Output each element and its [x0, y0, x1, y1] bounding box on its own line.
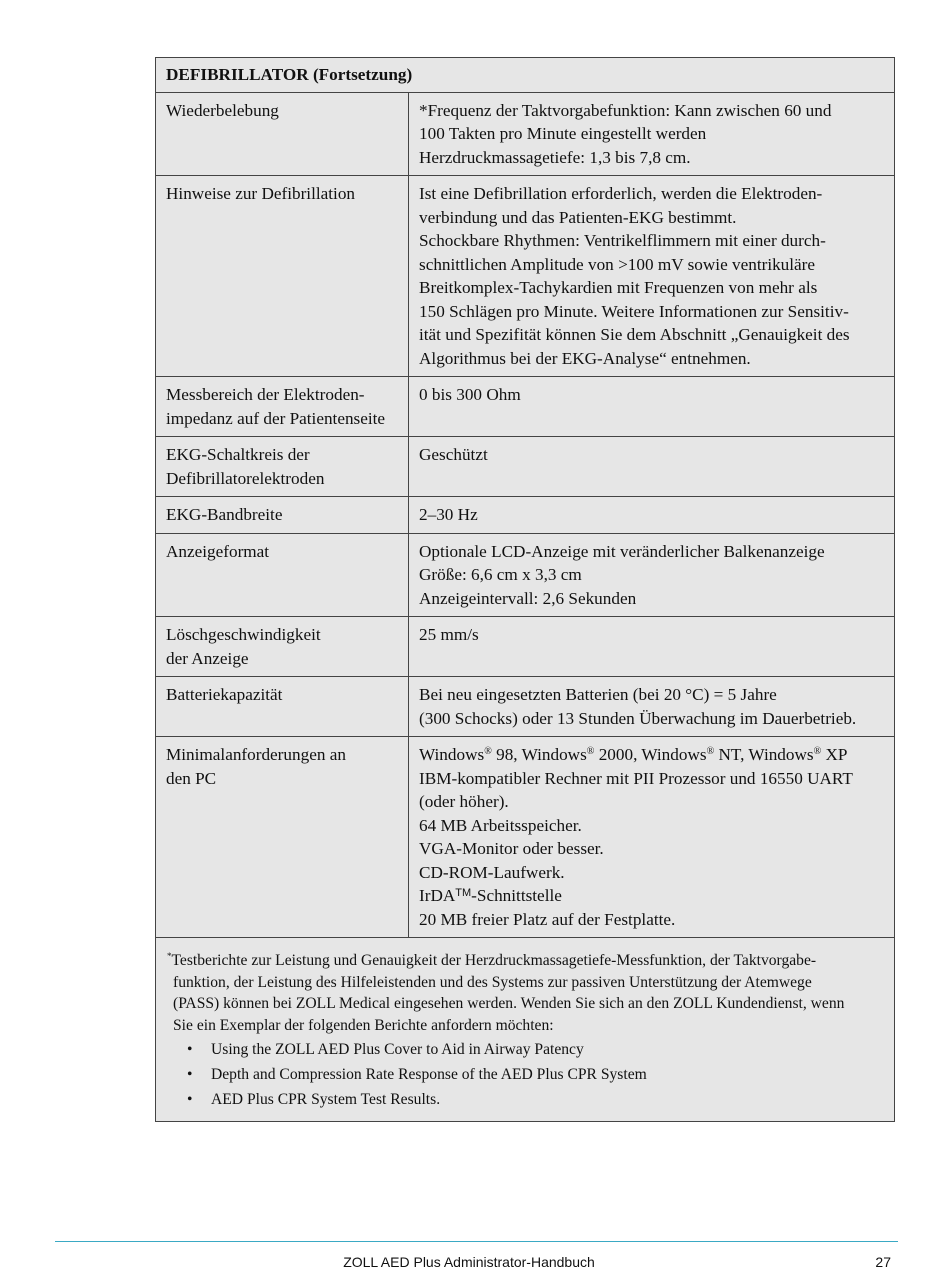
- value-line: Herzdruckmassagetiefe: 1,3 bis 7,8 cm.: [419, 147, 691, 167]
- footnote-cell: [156, 938, 895, 1122]
- footnote-line: (PASS) können bei ZOLL Medical eingesehen werden. Wenden Sie sich an den ZOLL Kundendienst, wenn: [173, 995, 845, 1012]
- table-row: [156, 176, 895, 377]
- value-line: Ist eine Defibrillation erforderlich, werden die Elektroden-: [419, 184, 823, 203]
- value-line: Bei neu eingesetzten Batterien (bei 20 °C) = 5 Jahre: [419, 685, 777, 704]
- report-list: [167, 1039, 884, 1111]
- table-row: [156, 437, 895, 497]
- irda-suffix: -Schnittstelle: [471, 886, 562, 905]
- table-title-suffix: (Fortsetzung): [312, 65, 413, 84]
- row-label: [156, 533, 409, 617]
- row-value: [409, 92, 895, 176]
- row-value: [409, 533, 895, 617]
- value-line: (300 Schocks) oder 13 Stunden Überwachung im Dauerbetrieb.: [419, 708, 857, 728]
- row-label: [156, 176, 409, 377]
- label-line: Batteriekapazität: [166, 685, 283, 704]
- table-title-main: DEFIBRILLATOR: [166, 65, 309, 84]
- label-line: Wiederbelebung: [166, 100, 279, 120]
- irda-prefix: IrDA: [419, 886, 456, 905]
- row-label: [156, 497, 409, 534]
- registered-mark: ®: [813, 746, 822, 757]
- page-number: 27: [875, 1254, 891, 1270]
- value-line: schnittlichen Amplitude von >100 mV sowie ventrikuläre: [419, 254, 816, 274]
- footnote-line: funktion, der Leistung des Hilfeleistenden und des Systems zur passiven Unterstützung der Atemwege: [173, 973, 812, 991]
- row-label: [156, 737, 409, 938]
- value-line: 100 Takten pro Minute eingestellt werden: [419, 124, 707, 143]
- windows-word: Windows: [641, 745, 707, 764]
- value-line: Optionale LCD-Anzeige mit veränderlicher Balkenanzeige: [419, 541, 825, 561]
- label-line: Hinweise zur Defibrillation: [166, 184, 356, 203]
- label-line: Defibrillatorelektroden: [166, 468, 325, 488]
- windows-versions-line: [419, 743, 884, 767]
- label-line: Messbereich der Elektroden-: [166, 385, 365, 404]
- label-line: Minimalanforderungen an: [166, 745, 346, 764]
- label-line: EKG-Bandbreite: [166, 505, 283, 524]
- row-label: [156, 92, 409, 176]
- table-row: [156, 533, 895, 617]
- windows-word: Windows: [748, 745, 814, 764]
- trademark-mark: TM: [455, 887, 472, 899]
- report-title: Depth and Compression Rate Response of the AED Plus CPR System: [211, 1066, 647, 1083]
- windows-word: Windows: [521, 745, 587, 764]
- value-line: 64 MB Arbeitsspeicher.: [419, 815, 582, 835]
- label-line: Anzeigeformat: [166, 541, 270, 561]
- label-line: impedanz auf der Patientenseite: [166, 408, 386, 428]
- value-line: 0 bis 300 Ohm: [419, 385, 521, 404]
- value-line: IBM-kompatibler Rechner mit PII Prozessor und 16550 UART: [419, 768, 853, 788]
- row-value: [409, 377, 895, 437]
- list-item: [167, 1064, 884, 1086]
- list-item: [167, 1039, 884, 1061]
- windows-version: XP: [821, 745, 848, 764]
- table-header-row: [156, 58, 895, 93]
- row-value: [409, 737, 895, 938]
- bullet-icon: •: [187, 1066, 193, 1083]
- value-line: *Frequenz der Taktvorgabefunktion: Kann zwischen 60 und: [419, 100, 832, 120]
- bullet-icon: •: [187, 1041, 193, 1058]
- row-value: [409, 677, 895, 737]
- windows-version: NT,: [714, 745, 749, 764]
- value-line: verbindung und das Patienten-EKG bestimmt.: [419, 207, 737, 227]
- value-line: 2–30 Hz: [419, 505, 478, 524]
- table-row: [156, 92, 895, 176]
- table-row: [156, 617, 895, 677]
- registered-mark: ®: [706, 746, 715, 757]
- windows-version: 2000,: [594, 745, 642, 764]
- windows-version: 98,: [491, 745, 522, 764]
- value-line: (oder höher).: [419, 792, 509, 811]
- value-line: ität und Spezifität können Sie dem Abschnitt „Genauigkeit des: [419, 325, 850, 344]
- row-value: [409, 176, 895, 377]
- row-label: [156, 437, 409, 497]
- table-row: [156, 677, 895, 737]
- list-item: [167, 1089, 884, 1111]
- footnote-text: [167, 946, 884, 1036]
- irda-line: [419, 884, 884, 908]
- value-line: Breitkomplex-Tachykardien mit Frequenzen von mehr als: [419, 278, 818, 297]
- table-row-footnote: [156, 938, 895, 1122]
- footnote-line: Sie ein Exemplar der folgenden Berichte anfordern möchten:: [173, 1016, 554, 1034]
- value-line: Größe: 6,6 cm x 3,3 cm: [419, 565, 582, 584]
- value-line: 25 mm/s: [419, 625, 479, 644]
- label-line: EKG-Schaltkreis der: [166, 445, 310, 464]
- value-line: Geschützt: [419, 445, 488, 464]
- value-line: 20 MB freier Platz auf der Festplatte.: [419, 909, 676, 929]
- label-line: Löschgeschwindigkeit: [166, 625, 321, 644]
- label-line: der Anzeige: [166, 648, 249, 668]
- value-line: Schockbare Rhythmen: Ventrikelflimmern mit einer durch-: [419, 231, 826, 250]
- label-line: den PC: [166, 768, 217, 788]
- footer-divider: [55, 1241, 898, 1242]
- row-value: [409, 497, 895, 534]
- report-title: Using the ZOLL AED Plus Cover to Aid in Airway Patency: [211, 1041, 584, 1058]
- table-row: [156, 497, 895, 534]
- table-body: [156, 92, 895, 1122]
- footnote-marker: *: [167, 951, 172, 961]
- value-line: 150 Schlägen pro Minute. Weitere Informationen zur Sensitiv-: [419, 301, 849, 321]
- row-value: [409, 617, 895, 677]
- footnote-line: Testberichte zur Leistung und Genauigkeit der Herzdruckmassagetiefe-Messfunktion, der Taktvorgabe-: [171, 952, 817, 969]
- table-row-pc-requirements: [156, 737, 895, 938]
- windows-word: Windows: [419, 745, 485, 764]
- report-title: AED Plus CPR System Test Results.: [211, 1091, 441, 1108]
- value-line: VGA-Monitor oder besser.: [419, 839, 604, 858]
- value-line: CD-ROM-Laufwerk.: [419, 862, 565, 882]
- registered-mark: ®: [484, 746, 492, 757]
- specification-table: [155, 57, 895, 1122]
- row-label: [156, 377, 409, 437]
- bullet-icon: •: [187, 1091, 193, 1108]
- row-label: [156, 617, 409, 677]
- value-line: Anzeigeintervall: 2,6 Sekunden: [419, 588, 637, 608]
- registered-mark: ®: [586, 746, 595, 757]
- row-value: [409, 437, 895, 497]
- table-title: [156, 58, 895, 93]
- value-line: Algorithmus bei der EKG-Analyse“ entnehmen.: [419, 348, 751, 368]
- footer-manual-title: ZOLL AED Plus Administrator-Handbuch: [343, 1254, 595, 1270]
- row-label: [156, 677, 409, 737]
- table-row: [156, 377, 895, 437]
